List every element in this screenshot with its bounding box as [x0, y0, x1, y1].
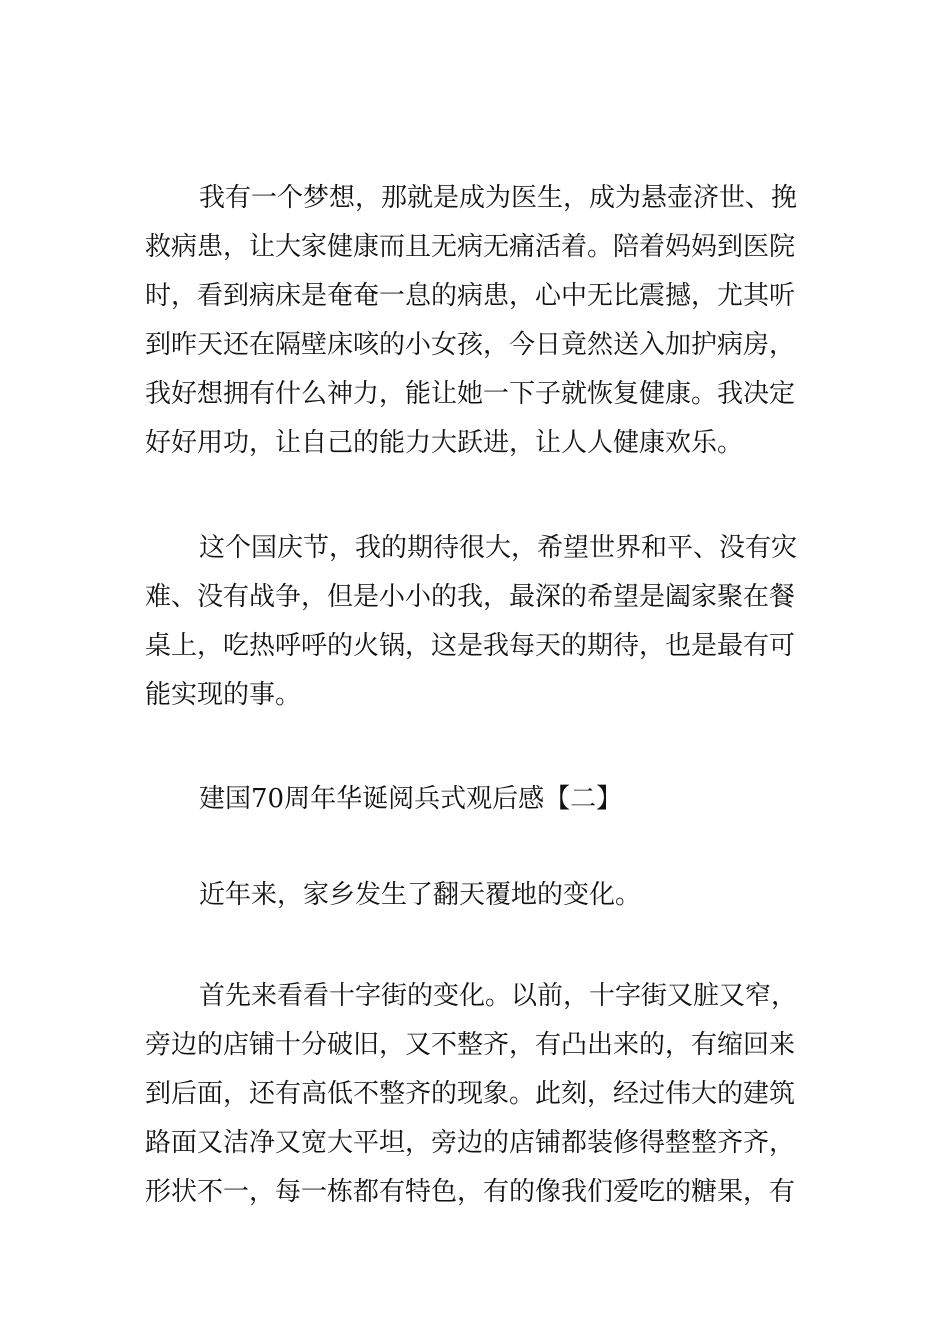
text-line: 救病患，让大家健康而且无病无痛活着。陪着妈妈到医院 [145, 232, 796, 262]
text-line: 我有一个梦想，那就是成为医生，成为悬壶济世、挽 [199, 183, 798, 213]
text-line: 能实现的事。 [145, 680, 302, 710]
text-line: 形状不一，每一栋都有特色，有的像我们爱吃的糖果，有 [145, 1177, 796, 1207]
text-line: 到后面，还有高低不整齐的现象。此刻，经过伟大的建筑 [145, 1079, 796, 1109]
text-line: 近年来，家乡发生了翻天覆地的变化。 [199, 880, 642, 910]
text-line: 时，看到病床是奄奄一息的病患，心中无比震撼，尤其听 [145, 281, 796, 311]
paragraph-hometown-intro [145, 871, 810, 920]
section-heading [145, 775, 810, 824]
paragraph-national-day-hope [145, 524, 810, 720]
text-line: 桌上，吃热呼呼的火锅，这是我每天的期待，也是最有可 [145, 631, 796, 661]
text-line: 这个国庆节，我的期待很大，希望世界和平、没有灾 [199, 533, 798, 563]
text-line: 旁边的店铺十分破旧，又不整齐，有凸出来的，有缩回来 [145, 1030, 796, 1060]
text-line: 到昨天还在隔壁床咳的小女孩，今日竟然送入加护病房， [145, 330, 796, 360]
text-line: 好好用功，让自己的能力大跃进，让人人健康欢乐。 [145, 428, 744, 458]
text-line: 路面又洁净又宽大平坦，旁边的店铺都装修得整整齐齐， [145, 1128, 796, 1158]
text-line: 难、没有战争，但是小小的我，最深的希望是阖家聚在餐 [145, 582, 796, 612]
heading-line: 建国70周年华诞阅兵式观后感【二】 [199, 784, 623, 814]
text-line: 我好想拥有什么神力，能让她一下子就恢复健康。我决定 [145, 379, 796, 409]
paragraph-dream [145, 174, 810, 468]
paragraph-crossroad-change [145, 972, 810, 1217]
text-line: 首先来看看十字街的变化。以前，十字街又脏又窄， [199, 981, 798, 1011]
